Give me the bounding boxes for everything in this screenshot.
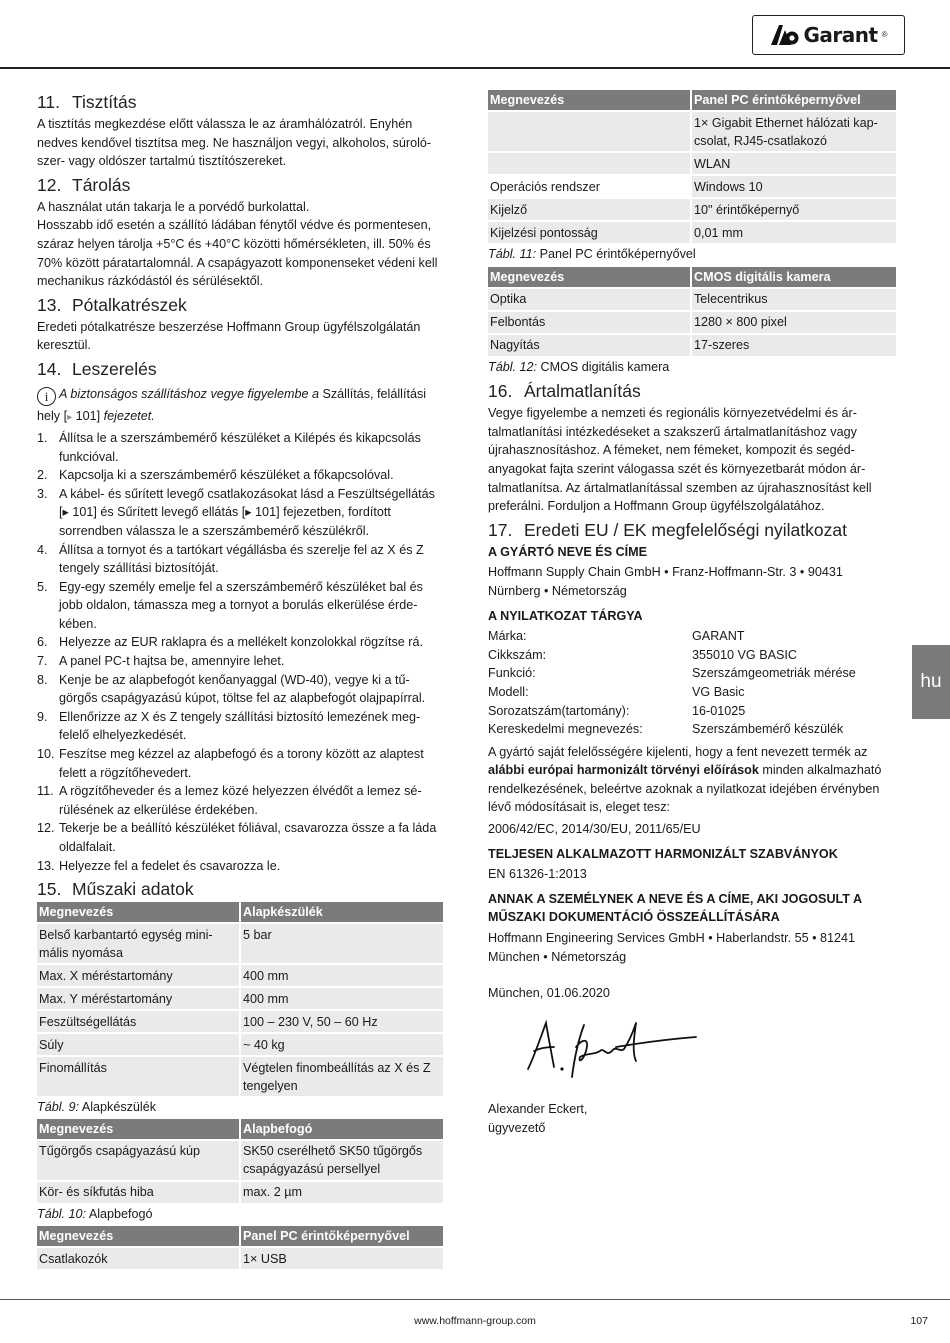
logo-wordmark: Garant xyxy=(803,22,878,47)
table-row: 1× Gigabit Ethernet hálózati kapcsolat, RJ45-csatlakozó xyxy=(488,110,896,151)
disassembly-steps xyxy=(37,429,443,875)
table-row: Csatlakozók 1× USB xyxy=(37,1246,443,1269)
safety-note: i A biztonságos szállításhoz vegye figyelembe a Szállítás, felállítási hely [▸ 101] fejezetet. xyxy=(37,386,427,423)
table-row: Operációs rendszer Windows 10 xyxy=(488,174,896,197)
kv-row: Kereskedelmi megnevezés: Szerszámbemérő készülék xyxy=(488,722,844,737)
step-item: 1. Állítsa le a szerszámbemérő készüléket a Kilépés és kikapcsolás funkcióval. xyxy=(37,430,421,464)
note-page-ref[interactable]: 101] xyxy=(75,408,101,423)
table-header-row: Megnevezés Panel PC érintőképernyővel xyxy=(37,1226,443,1246)
kv-row: Funkció: Szerszámgeometriák mérése xyxy=(488,666,856,681)
section-13-text: Eredeti pótalkatrésze beszerzése Hoffmann Group ügyfélszolgálatán keresztül. xyxy=(37,319,421,353)
step-item: 8. Kenje be az alapbefogót kenőanyaggal (WD-40), vegye ki a tűgörgős csapágyazású kúpot, töltse fel az alapbefogót olajpapírral. xyxy=(37,672,426,706)
table-row: Kijelzési pontosság 0,01 mm xyxy=(488,220,896,243)
subject-heading: A NYILATKOZAT TÁRGYA xyxy=(488,608,643,623)
step-item: 2. Kapcsolja ki a szerszámbemérő készüléket a főkapcsolóval. xyxy=(37,468,394,483)
info-icon: i xyxy=(37,387,56,406)
section-15-heading: 15. Műszaki adatok xyxy=(37,879,194,900)
table-panel-pc-part1 xyxy=(37,1226,443,1269)
table-base-unit xyxy=(37,902,443,1096)
manufacturer-heading: A GYÁRTÓ NEVE ÉS CÍME xyxy=(488,544,648,559)
table-row: Felbontás 1280 × 800 pixel xyxy=(488,310,896,333)
signature-image xyxy=(520,1017,700,1085)
step-item: 10. Feszítse meg kézzel az alapbefogó és a torony között az alaptest felett a rögzítőhevedert. xyxy=(37,747,424,780)
header-rule xyxy=(0,67,950,69)
table-row: WLAN xyxy=(488,151,896,174)
table-caption: Tábl. 11: Panel PC érintőképernyővel xyxy=(488,247,696,261)
table-caption: Tábl. 9: Alapkészülék xyxy=(37,1100,157,1115)
table-row: Max. Y méréstartomány 400 mm xyxy=(37,986,443,1009)
table-row: Nagyítás 17-szeres xyxy=(488,333,896,356)
right-column xyxy=(488,90,896,1138)
documentation-address: Hoffmann Engineering Services GmbH • Haberlandstr. 55 • 81241 München • Németország xyxy=(488,931,856,964)
step-item: 9. Ellenőrizze az X és Z tengely szállítási biztosító lemezének megfelelő elhelyezkedését. xyxy=(37,709,421,743)
section-16-heading: 16. Ártalmatlanítás xyxy=(488,381,641,402)
table-row: Kijelző 10" érintőképernyő xyxy=(488,197,896,220)
footer-rule xyxy=(0,1299,950,1300)
section-14-heading: 14. Leszerelés xyxy=(37,358,157,379)
table-row: Kör- és síkfutás hiba max. 2 µm xyxy=(37,1180,443,1203)
note-link-shipping[interactable]: Szállítás, felállítási hely xyxy=(37,386,427,423)
language-tab: hu xyxy=(912,645,950,719)
table-row: Finomállítás Végtelen finombeállítás az X és Z tengelyen xyxy=(37,1055,443,1096)
step-item: 13. Helyezze fel a fedelet és csavarozza le. xyxy=(37,858,281,873)
section-13-heading: 13. Pótalkatrészek xyxy=(37,294,187,315)
table-cmos-camera xyxy=(488,267,896,356)
section-12-heading: 12. Tárolás xyxy=(37,174,131,195)
section-17-heading: 17. Eredeti EU / EK megfelelőségi nyilatkozat xyxy=(488,519,847,540)
table-row: Feszültségellátás 100 – 230 V, 50 – 60 Hz xyxy=(37,1009,443,1032)
garant-mark-icon xyxy=(770,24,800,46)
step-item: 12. Tekerje be a beállító készüléket fóliával, csavarozza össze a fa láda oldalfalait. xyxy=(37,821,437,854)
step-item: 7. A panel PC-t hajtsa be, amennyire lehet. xyxy=(37,654,285,669)
kv-row: Cikkszám: 355010 VG BASIC xyxy=(488,647,798,662)
place-date: München, 01.06.2020 xyxy=(488,986,610,1001)
step-item: 3. A kábel- és sűrített levegő csatlakozásokat lásd a Feszültségellátás [▸ 101] és Sűrített levegő ellátás [▸ 101] fejezetben, fordított sorrendben válassza le a szerszámbemérő készülékről. xyxy=(37,486,435,538)
reference-arrow-icon: ▸ xyxy=(67,411,73,423)
section-11-heading: 11. Tisztítás xyxy=(37,92,137,112)
table-header-row: Megnevezés Panel PC érintőképernyővel xyxy=(488,90,896,110)
standards: EN 61326-1:2013 xyxy=(488,867,587,882)
kv-row: Márka: GARANT xyxy=(488,629,745,644)
kv-row: Sorozatszám(tartomány): 16-01025 xyxy=(488,703,746,718)
table-row: Max. X méréstartomány 400 mm xyxy=(37,963,443,986)
table-panel-pc-part2 xyxy=(488,90,896,243)
table-header-row: Megnevezés Alapkészülék xyxy=(37,902,443,922)
table-header-row: Megnevezés CMOS digitális kamera xyxy=(488,267,896,287)
directives: 2006/42/EC, 2014/30/EU, 2011/65/EU xyxy=(488,822,701,837)
standards-heading: TELJESEN ALKALMAZOTT HARMONIZÁLT SZABVÁNYOK xyxy=(488,846,838,861)
step-item: 11. A rögzítőheveder és a lemez közé helyezzen élvédőt a lemez sérülésének az elkerülése érdekében. xyxy=(37,784,422,817)
page-number: 107 xyxy=(910,1315,928,1327)
table-base-clamp xyxy=(37,1119,443,1203)
garant-logo xyxy=(752,15,905,55)
table-row: Optika Telecentrikus xyxy=(488,287,896,310)
table-row: Tűgörgős csapágyazású kúp SK50 cserélhető SK50 tűgörgős csapágyazású persellyel xyxy=(37,1139,443,1180)
declaration-text: A gyártó saját felelősségére kijelenti, hogy a fent nevezett termék az alábbi európai harmonizált törvényi előírások minden alkalmazható rendelkezésének, beleértve azoknak a nyilatkozat idejében érvényben lévő módosításait is, eleget tesz: xyxy=(488,744,882,815)
table-header-row: Megnevezés Alapbefogó xyxy=(37,1119,443,1139)
section-16-text: Vegye figyelembe a nemzeti és regionális környezetvédelmi és ártalmatlanítási intézkedéseket a szakszerű ártalmatlanításhoz vagy újrahasznosításhoz. A fémeket, nem fémeket, kompozit és segédanyagokat fajta szerint válogassa szét és környezetbarát módon ártalmatlanítsa. Az ártalmatlanítással szemben az újrahasznosítást kell preferálni. Forduljon a Hoffmann Group ügyfélszolgálatához. xyxy=(488,406,872,514)
signer-name: Alexander Eckert, xyxy=(488,1102,588,1117)
kv-row: Modell: VG Basic xyxy=(488,684,745,699)
section-11-text: A tisztítás megkezdése előtt válassza le az áramhálózatról. Enyhén nedves kendővel tisztítsa meg. Ne használjon vegyi, alkoholos, súrolószer- vagy oldószer tartalmú tisztítószereket. xyxy=(37,117,432,169)
section-12-text-1: A használat után takarja le a porvédő burkolattal. xyxy=(37,199,310,214)
signer-role: ügyvezető xyxy=(488,1121,546,1135)
step-item: 4. Állítsa a tornyot és a tartókart végállásba és szerelje fel az X és Z tengely szállítási biztosítóját. xyxy=(37,542,424,576)
manufacturer-address: Hoffmann Supply Chain GmbH • Franz-Hoffmann-Str. 3 • 90431 Nürnberg • Németország xyxy=(488,565,843,598)
table-caption: Tábl. 12: CMOS digitális kamera xyxy=(488,359,670,374)
section-12-text-2: Hosszabb idő esetén a szállító ládában fénytől védve és pormentesen, száraz helyen tárolja +5°C és +40°C közötti hőmérsékleten, ill. 50% és 70% között páratartalomnál. A csapágyazott komponenseket védeni kell mechanikus rázkódástól és sérülésektől. xyxy=(37,218,438,289)
step-item: 6. Helyezze az EUR raklapra és a mellékelt konzolokkal rögzítse rá. xyxy=(37,635,423,650)
logo-registered: ® xyxy=(881,30,888,39)
footer-url[interactable]: www.hoffmann-group.com xyxy=(414,1315,536,1327)
left-column xyxy=(37,90,443,1269)
table-row: Súly ~ 40 kg xyxy=(37,1032,443,1055)
documentation-heading: ANNAK A SZEMÉLYNEK A NEVE ÉS A CÍME, AKI JOGOSULT A MŰSZAKI DOKUMENTÁCIÓ ÖSSZEÁLLÍTÁSÁRA xyxy=(488,891,862,925)
table-caption: Tábl. 10: Alapbefogó xyxy=(37,1206,153,1221)
table-row: Belső karbantartó egység minimális nyomása 5 bar xyxy=(37,922,443,963)
step-item: 5. Egy-egy személy emelje fel a szerszámbemérő készüléket bal és jobb oldalon, támassza meg a tornyot a borulás elkerülése érdekében. xyxy=(37,579,423,631)
